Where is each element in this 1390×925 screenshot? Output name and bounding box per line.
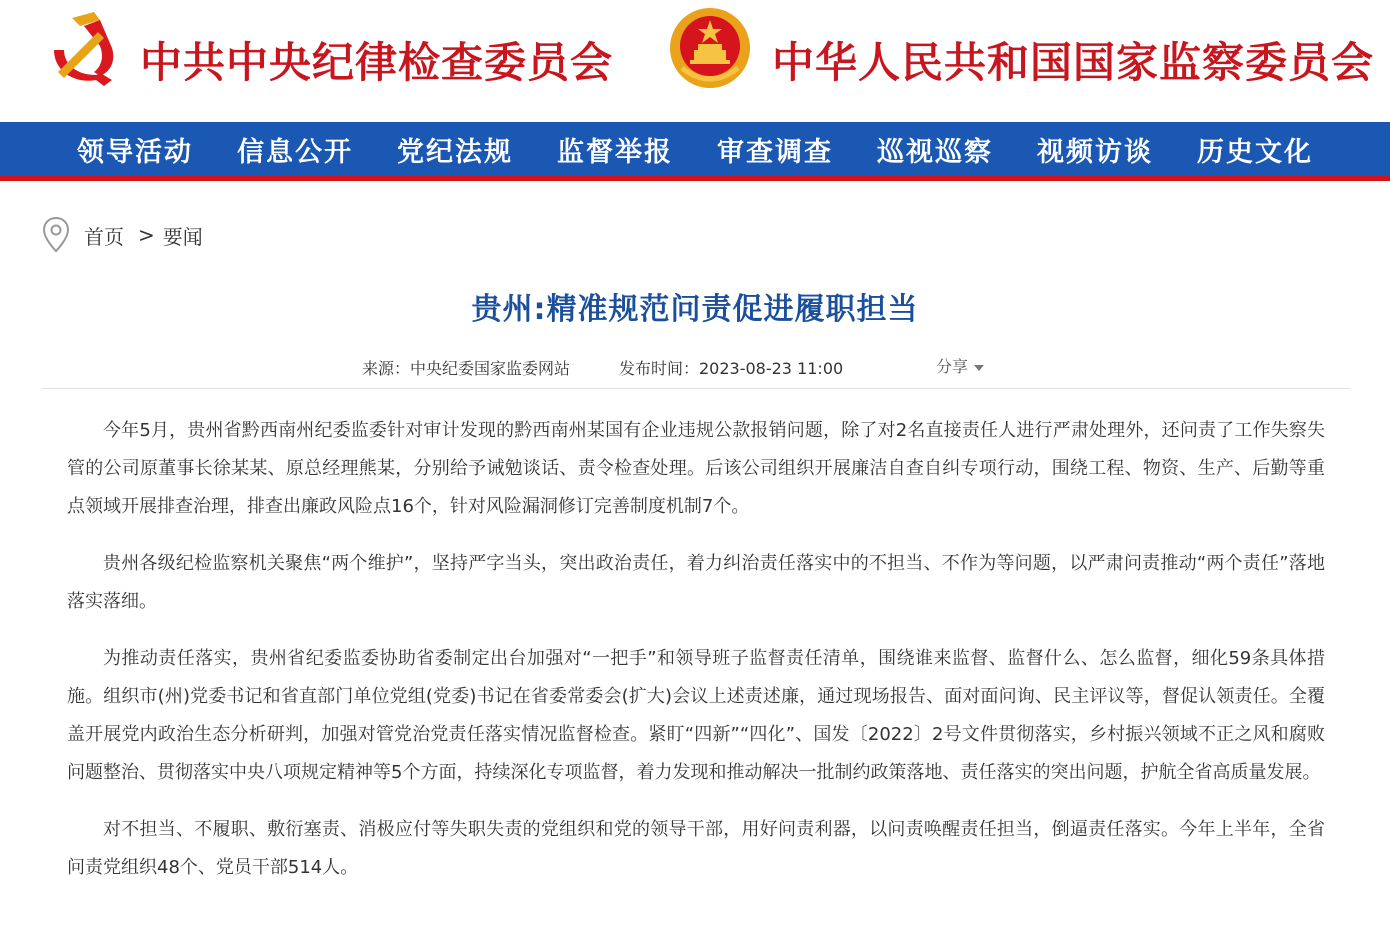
chevron-down-icon <box>974 365 984 371</box>
cpc-ccdi-title: 中共中央纪律检查委员会 <box>140 38 614 87</box>
article-paragraph: 今年5月，贵州省黔西南州纪委监委针对审计发现的黔西南州某国有企业违规公款报销问题，除了对2名直接责任人进行严肃处理外，还问责了工作失察失管的公司原董事长徐某某、原总经理熊某，分别给予诫勉谈话、责令检查处理。后该公司组织开展廉洁自查自纠专项行动，围绕工程、物资、生产、后勤等重点领域开展排查治理，排查出廉政风险点16个，针对风险漏洞修订完善制度机制7个。 <box>67 420 1325 517</box>
nav-item-inspection[interactable]: 巡视巡察 <box>877 136 993 168</box>
breadcrumb-home-link[interactable]: 首页 <box>84 224 124 249</box>
nav-item-history-culture[interactable]: 历史文化 <box>1197 136 1313 168</box>
meta-divider <box>42 388 1350 389</box>
nsc-title: 中华人民共和国国家监察委员会 <box>772 38 1375 87</box>
main-nav <box>0 122 1390 181</box>
article-source: 来源：中央纪委国家监委网站 <box>362 359 571 378</box>
share-dropdown[interactable] <box>936 354 984 377</box>
article-paragraph: 为推动责任落实，贵州省纪委监委协助省委制定出台加强对“一把手”和领导班子监督责任清单，围绕谁来监督、监督什么、怎么监督，细化59条具体措施。组织市(州)党委书记和省直部门单位党组(党委)书记在省委常委会(扩大)会议上述责述廉，通过现场报告、面对面问询、民主评议等，督促认领责任。全覆盖开展党内政治生态分析研判，加强对管党治党责任落实情况监督检查。紧盯“四新”“四化”、国发〔2022〕2号文件贯彻落实，乡村振兴领域不正之风和腐败问题整治、贯彻落实中央八项规定精神等5个方面，持续深化专项监督，着力发现和推动解决一批制约政策落地、责任落实的突出问题，护航全省高质量发展。 <box>67 648 1325 783</box>
nav-item-investigation[interactable]: 审查调查 <box>717 136 833 168</box>
article-paragraph: 对不担当、不履职、敷衍塞责、消极应付等失职失责的党组织和党的领导干部，用好问责利器，以问责唤醒责任担当，倒逼责任落实。今年上半年，全省问责党组织48个、党员干部514人。 <box>67 819 1325 878</box>
breadcrumb <box>42 215 203 255</box>
nav-item-info-disclosure[interactable]: 信息公开 <box>237 136 353 168</box>
location-pin-icon <box>42 216 70 254</box>
party-emblem-icon[interactable] <box>44 10 124 88</box>
article-paragraph: 贵州各级纪检监察机关聚焦“两个维护”，坚持严字当头，突出政治责任，着力纠治责任落实中的不担当、不作为等问题，以严肃问责推动“两个责任”落地落实落细。 <box>67 553 1325 612</box>
nav-item-supervision-report[interactable]: 监督举报 <box>557 136 673 168</box>
article-body <box>67 412 1325 906</box>
nav-item-video-interview[interactable]: 视频访谈 <box>1037 136 1153 168</box>
nav-item-party-regulations[interactable]: 党纪法规 <box>397 136 513 168</box>
site-header <box>0 0 1390 122</box>
breadcrumb-separator: > <box>138 223 155 247</box>
nav-item-leadership[interactable]: 领导活动 <box>77 136 193 168</box>
breadcrumb-current[interactable]: 要闻 <box>162 224 203 249</box>
article-meta <box>0 352 1390 378</box>
national-emblem-icon[interactable] <box>668 6 752 90</box>
article-publish-date: 发布时间：2023-08-23 11:00 <box>619 359 844 378</box>
share-label: 分享 <box>936 357 969 376</box>
article-title: 贵州:精准规范问责促进履职担当 <box>471 292 919 327</box>
